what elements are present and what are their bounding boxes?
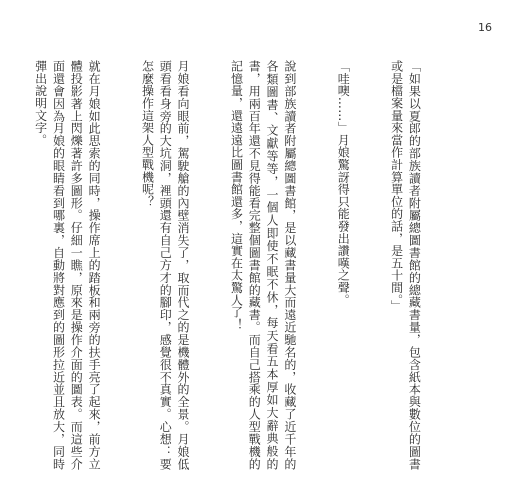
paragraph: 「如果以夏郎的部族讀者附屬總圖書館的總藏書量，包含紙本與數位的圖書或是檔案量來當作計算單位的話，是五十間。」 — [389, 60, 422, 470]
paragraph: 月娘看向眼前，駕駛艙的內壁消失了，取而代之的是機體外的全景。月娘低頭看看身旁的大坑洞，裡頭還有自己方才的腳印，感覺很不真實。心想：要怎麼操作這架人型戰機呢？ — [140, 60, 191, 470]
paragraph: 「哇噢……」月娘驚訝得只能發出讚嘆之聲。 — [336, 60, 351, 306]
page-number: 16 — [478, 21, 492, 34]
paragraph: 說到部族讀者附屬總圖書館，是以藏書量大而遠近馳名的，收藏了近千年的各類圖書、文獻等等，一個人即使不眠不休，每天看五本厚如大辭典般的書，用兩百年還不見得能看完整個圖書館的藏書。而自己搭乘的人型戰機的記憶量，還遠遠比圖書館還多，這實在太驚人了！ — [229, 60, 297, 470]
paragraph: 就在月娘如此思索的同時，操作席上的踏板和兩旁的扶手亮了起來，前方立體投影著上閃爍著許多圖形。仔細一瞧，原來是操作介面的圖表。而這些介面還會因為月娘的眼睛看到哪裏，自動將對應到的圖形拉近並且放大，同時彈出說明文字。 — [33, 60, 102, 470]
body-text — [0, 60, 458, 470]
